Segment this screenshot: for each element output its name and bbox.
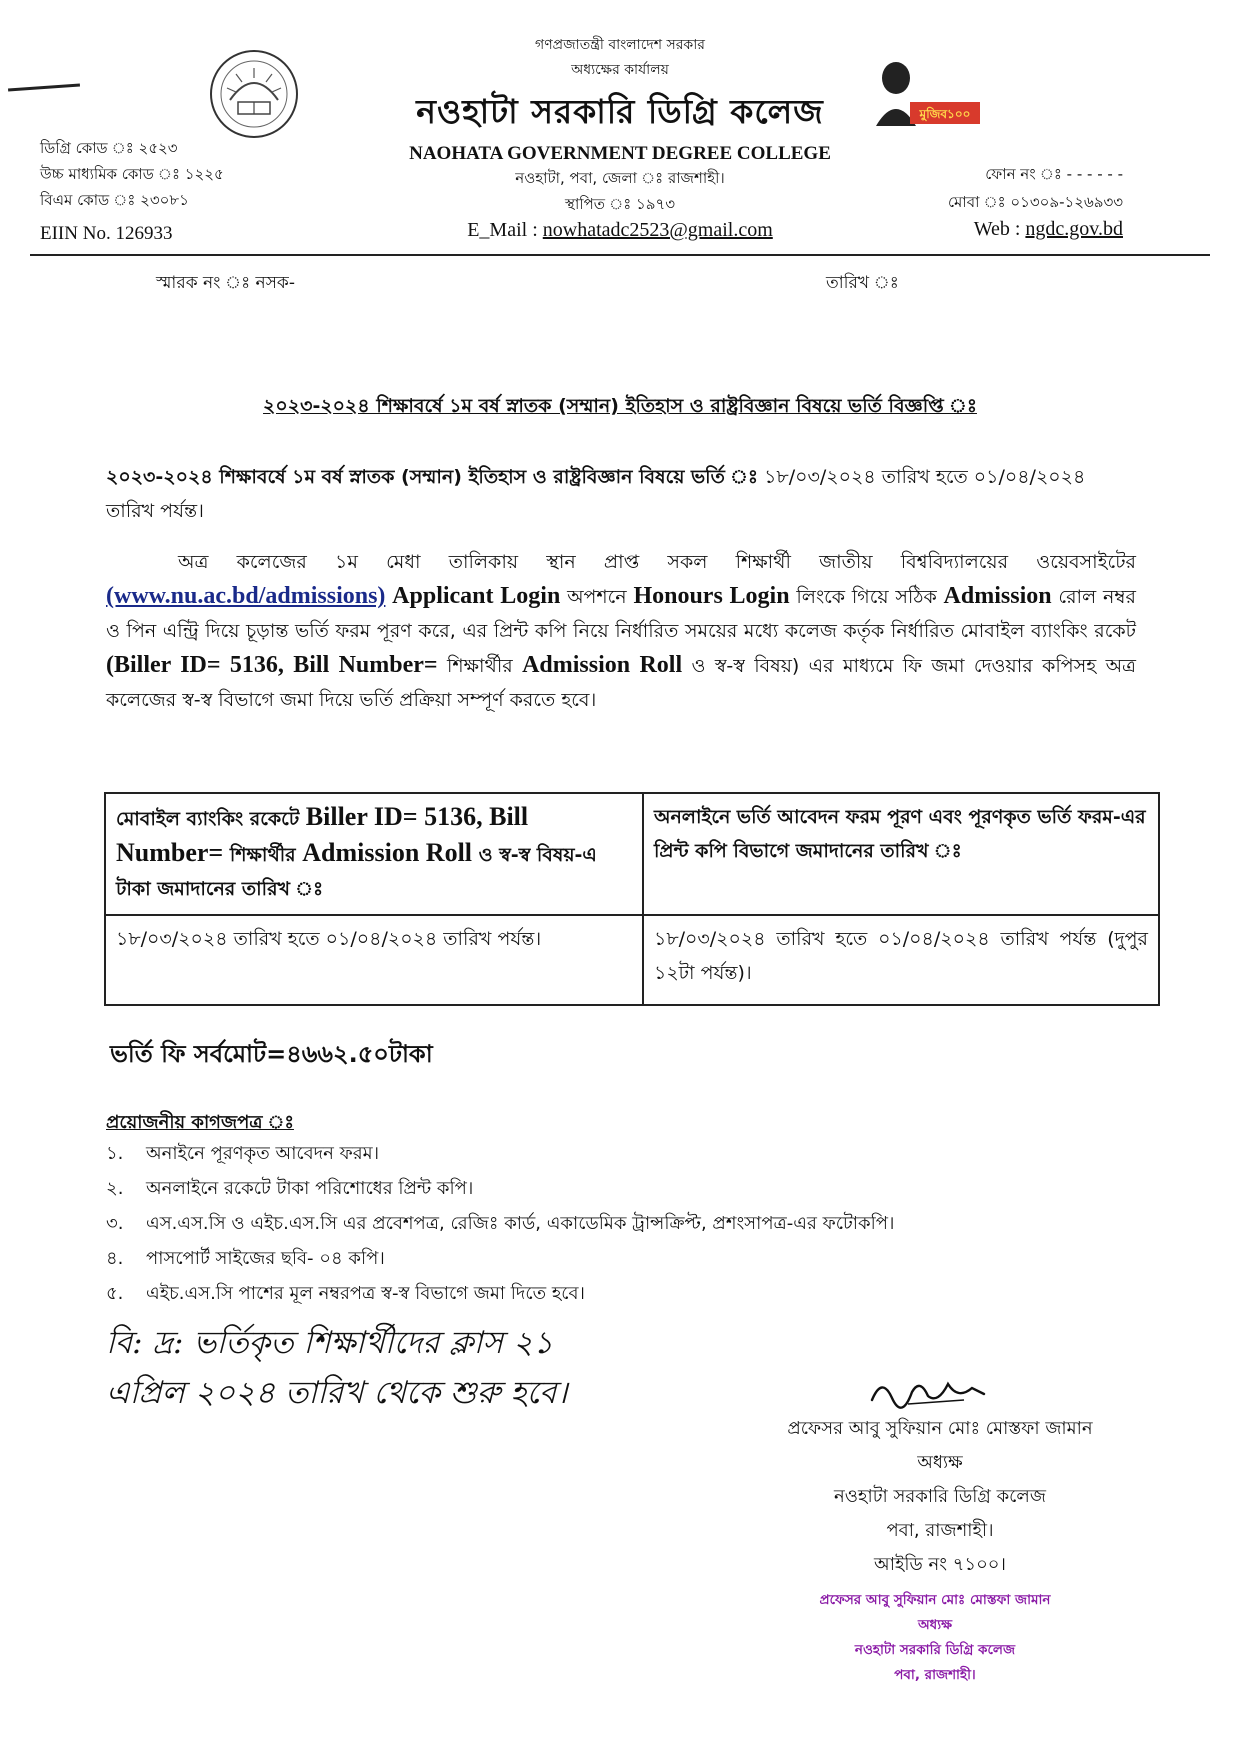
memo-date: তারিখ ঃ <box>826 273 899 293</box>
established-year: স্থাপিত ঃ ১৯৭৩ <box>565 195 675 213</box>
admission-period-label: ২০২৩-২০২৪ শিক্ষাবর্ষে ১ম বর্ষ স্নাতক (সম্মান) ইতিহাস ও রাষ্ট্রবিজ্ঞান বিষয়ে ভর্তি ঃ <box>106 466 759 488</box>
principal-signature <box>868 1370 988 1410</box>
signatory-title: অধ্যক্ষ <box>917 1452 963 1473</box>
list-item-number: ৩. <box>106 1213 124 1234</box>
list-item-number: ২. <box>106 1178 124 1199</box>
signatory-college: নওহাটা সরকারি ডিগ্রি কলেজ <box>834 1486 1046 1507</box>
web-link[interactable]: ngdc.gov.bd <box>1025 218 1123 240</box>
signatory-id: আইডি নং ৭১০০। <box>874 1554 1006 1575</box>
rocket-payment-dates: ১৮/০৩/২০২৪ তারিখ হতে ০১/০৪/২০২৪ তারিখ পর্যন্ত। <box>105 915 643 1005</box>
rocket-header-biller: Biller ID= 5136, Bill Number= <box>116 802 529 867</box>
institution-codes <box>40 135 224 213</box>
biller-id-text: (Biller ID= 5136, Bill Number= <box>106 652 438 678</box>
instructions-text-2: অপশনে <box>560 586 634 608</box>
total-admission-fee: ভর্তি ফি সর্বমোট=৪৬৬২.৫০টাকা <box>110 1040 433 1068</box>
nu-admissions-link[interactable]: (www.nu.ac.bd/admissions) <box>106 583 386 609</box>
rocket-header-text-2: শিক্ষার্থীর <box>223 844 303 866</box>
instructions-text-6: ও স্ব-স্ব বিষয়) এর মাধ্যমে ফি জমা দেওয়ার কপিসহ অত্র কলেজের স্ব-স্ব বিভাগে জমা দিয়ে ভর্তি প্রক্রিয়া সম্পূর্ণ করতে হবে। <box>106 655 1137 711</box>
online-form-header: অনলাইনে ভর্তি আবেদন ফরম পূরণ এবং পূরণকৃত ভর্তি ফরম-এর প্রিন্ট কপি বিভাগে জমাদানের তারিখ ঃ <box>643 793 1159 915</box>
notice-title: ২০২৩-২০২৪ শিক্ষাবর্ষে ১ম বর্ষ স্নাতক (সম্মান) ইতিহাস ও রাষ্ট্রবিজ্ঞান বিষয়ে ভর্তি বিজ্ঞপ্তি ঃ <box>263 395 977 417</box>
list-item-text: অনলাইনে রকেটে টাকা পরিশোধের প্রিন্ট কপি। <box>146 1178 474 1199</box>
table-header-row <box>105 793 1159 915</box>
header-divider <box>30 254 1210 256</box>
admission-text: Admission <box>943 583 1052 609</box>
handwritten-note <box>106 1318 746 1418</box>
instructions-text-5: শিক্ষার্থীর <box>437 655 523 677</box>
list-item-number: ৫. <box>106 1283 124 1304</box>
office-line: অধ্যক্ষের কার্যালয় <box>571 62 669 78</box>
admission-roll-text: Admission Roll <box>522 652 683 678</box>
phone-number: ফোন নং ঃ - - - - - - <box>985 165 1123 183</box>
instructions-text-1: অত্র কলেজের ১ম মেধা তালিকায় স্থান প্রাপ্ত সকল শিক্ষার্থী জাতীয় বিশ্ববিদ্যালয়ের ওয়েবসাইটের <box>178 551 1136 573</box>
honours-login-text: Honours Login <box>633 583 790 609</box>
required-documents-list <box>106 1136 894 1311</box>
stamp-location: পবা, রাজশাহী। <box>894 1667 976 1683</box>
stamp-college: নওহাটা সরকারি ডিগ্রি কলেজ <box>854 1642 1016 1658</box>
list-item <box>106 1206 894 1241</box>
signatory-location: পবা, রাজশাহী। <box>886 1520 994 1541</box>
email-label: E_Mail : <box>467 219 543 241</box>
list-item <box>106 1276 894 1311</box>
emblem-badge: মুজিব১০০ <box>919 107 971 121</box>
government-line: গণপ্রজাতন্ত্রী বাংলাদেশ সরকার <box>535 37 705 53</box>
list-item-text: পাসপোর্ট সাইজের ছবি- ০৪ কপি। <box>146 1248 385 1269</box>
college-name-bengali: নওহাটা সরকারি ডিগ্রি কলেজ <box>416 92 824 131</box>
table-row <box>105 915 1159 1005</box>
signatory-block <box>720 1412 1160 1582</box>
online-form-dates: ১৮/০৩/২০২৪ তারিখ হতে ০১/০৪/২০২৪ তারিখ পর্যন্ত (দুপুর ১২টা পর্যন্ত)। <box>643 915 1159 1005</box>
signatory-name: প্রফেসর আবু সুফিয়ান মোঃ মোস্তফা জামান <box>787 1418 1093 1439</box>
college-name-english: NAOHATA GOVERNMENT DEGREE COLLEGE <box>409 143 831 164</box>
rocket-payment-header <box>105 793 643 915</box>
admission-period-dates: ১৮/০৩/২০২৪ তারিখ হতে ০১/০৪/২০২৪ তারিখ পর্যন্ত। <box>106 466 1086 522</box>
memo-reference: স্মারক নং ঃ নসক- <box>156 273 295 293</box>
contact-numbers <box>903 160 1123 216</box>
admission-period <box>106 460 1136 528</box>
web-line <box>903 218 1123 241</box>
required-documents-heading: প্রয়োজনীয় কাগজপত্র ঃ <box>106 1112 294 1133</box>
mujib-100-emblem <box>866 56 986 132</box>
list-item-text: এস.এস.সি ও এইচ.এস.সি এর প্রবেশপত্র, রেজিঃ কার্ড, একাডেমিক ট্রান্সক্রিপ্ট, প্রশংসাপত্র-এর ফটোকপি। <box>146 1213 895 1234</box>
email-link[interactable]: nowhatadc2523@gmail.com <box>542 219 773 241</box>
list-item-text: এইচ.এস.সি পাশের মূল নম্বরপত্র স্ব-স্ব বিভাগে জমা দিতে হবে। <box>146 1283 585 1304</box>
official-stamp <box>790 1588 1080 1688</box>
deadline-table <box>104 792 1160 1006</box>
handwritten-note-line-1: বি: দ্র: ভর্তিকৃত শিক্ষার্থীদের ক্লাস ২১ <box>106 1325 554 1361</box>
degree-code: ডিগ্রি কোড ঃ ২৫২৩ <box>40 139 178 157</box>
handwritten-note-line-2: এপ্রিল ২০২৪ তারিখ থেকে শুরু হবে। <box>106 1375 568 1411</box>
rocket-header-text-1: মোবাইল ব্যাংকিং রকেটে <box>116 808 306 830</box>
list-item <box>106 1136 894 1171</box>
mobile-number: মোবা ঃ ০১৩০৯-১২৬৯৩৩ <box>947 193 1123 211</box>
list-item-number: ৪. <box>106 1248 124 1269</box>
list-item-number: ১. <box>106 1143 124 1164</box>
stamp-name: প্রফেসর আবু সুফিয়ান মোঃ মোস্তফা জামান <box>819 1592 1051 1608</box>
list-item <box>106 1171 894 1206</box>
stamp-title: অধ্যক্ষ <box>917 1617 953 1633</box>
hsc-code: উচ্চ মাধ্যমিক কোড ঃ ১২২৫ <box>40 165 224 183</box>
bm-code: বিএম কোড ঃ ২৩০৮১ <box>40 191 189 209</box>
admission-instructions <box>106 545 1136 717</box>
list-item-text: অনাইনে পূরণকৃত আবেদন ফরম। <box>146 1143 380 1164</box>
applicant-login-text: Applicant Login <box>385 583 561 609</box>
web-label: Web : <box>973 218 1026 240</box>
rocket-header-roll: Admission Roll <box>302 838 473 867</box>
rocket-header-text-3: ও স্ব-স্ব বিষয়-এ টাকা জমাদানের তারিখ ঃ <box>116 844 597 900</box>
instructions-text-4: রোল নম্বর ও পিন এন্ট্রি দিয়ে চূড়ান্ত ভর্তি ফরম পূরণ করে, এর প্রিন্ট কপি নিয়ে নির্ধারিত সময়ের মধ্যে কলেজ কর্তৃক নির্ধারিত মোবাইল ব্যাংকিং রকেট <box>106 586 1136 642</box>
eiin-number: EIIN No. 126933 <box>40 223 173 244</box>
list-item <box>106 1241 894 1276</box>
instructions-text-3: লিংকে গিয়ে সঠিক <box>789 586 944 608</box>
college-address: নওহাটা, পবা, জেলা ঃ রাজশাহী। <box>515 169 725 187</box>
